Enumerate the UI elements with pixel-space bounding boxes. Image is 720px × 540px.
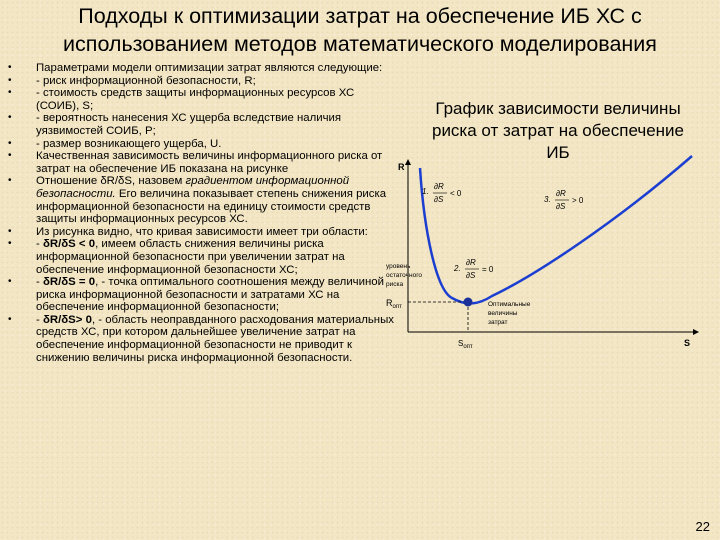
- bullet-item: • - δR/δS = 0, - точка оптимального соотношения между величиной риска информационной безопасности и затратами ХС на обеспечение информационной безопасности;: [8, 276, 400, 314]
- optimal-costs-label: Оптимальные величины затрат: [488, 301, 531, 326]
- svg-text:1.: 1.: [422, 187, 429, 196]
- slide-title-line-1: Подходы к оптимизации затрат на обеспечение ИБ ХС с: [78, 4, 642, 28]
- s-opt-label: $S_{опт}$: [458, 339, 473, 350]
- svg-text:∂R: ∂R: [434, 182, 444, 191]
- bullet-item: • - δR/δS < 0, имеем область снижения величины риска информационной безопасности при увеличении затрат на обеспечение информационной безопасности ХС;: [8, 238, 400, 276]
- svg-text:∂S: ∂S: [556, 202, 566, 211]
- graph-title: График зависимости величины риска от затрат на обеспечение ИБ: [431, 99, 684, 162]
- emphasis-term: градиентом информационной безопасности.: [36, 175, 350, 200]
- bullet-item: • - δR/δS> 0, - область неоправданного расходования материальных средств ХС, при котором дальнейшее увеличение затрат на обеспечение информационной безопасности не приводит к снижению величины риска информационной безопасности.: [8, 314, 400, 364]
- svg-text:∂R: ∂R: [556, 189, 566, 198]
- svg-text:2.: 2.: [454, 264, 461, 273]
- page-number: 22: [695, 519, 710, 534]
- residual-risk-label: уровень остаточного риска: [386, 263, 423, 288]
- bullet-item: • - вероятность нанесения ХС ущерба вследствие наличия уязвимостей СОИБ, P;: [8, 112, 400, 137]
- bullet-list: [8, 62, 400, 364]
- bullet-item: • Параметрами модели оптимизации затрат являются следующие:: [8, 62, 400, 75]
- bullet-item: • - риск информационной безопасности, R;: [8, 75, 400, 88]
- svg-text:< 0: < 0: [450, 189, 462, 198]
- svg-text:∂S: ∂S: [434, 195, 444, 204]
- region-1-formula: [422, 182, 462, 204]
- risk-curve: [420, 156, 692, 303]
- slide-title-line-2: использованием методов математического моделирования: [63, 32, 657, 56]
- r-opt-label: $R_{опт}$: [386, 298, 402, 310]
- svg-text:∂S: ∂S: [466, 271, 476, 280]
- bullet-item: • - размер возникающего ущерба, U.: [8, 138, 400, 151]
- y-axis-label: R: [398, 162, 405, 172]
- svg-text:3.: 3.: [544, 195, 551, 204]
- svg-text:= 0: = 0: [482, 265, 494, 274]
- gradient-condition: δR/δS> 0: [42, 313, 92, 326]
- bullet-item: • Из рисунка видно, что кривая зависимости имеет три области:: [8, 226, 400, 239]
- bullet-item: • - стоимость средств защиты информационных ресурсов ХС (СОИБ), S;: [8, 87, 400, 112]
- svg-text:∂R: ∂R: [466, 258, 476, 267]
- region-2-formula: [453, 258, 494, 280]
- bullet-item: • Отношение δR/δS, назовем градиентом информационной безопасности. Его величина показывает степень снижения риска информационной безопасности на единицу стоимости средств защиты информационных ресурсов ХС.: [8, 175, 400, 225]
- gradient-condition: δR/δS = 0: [42, 276, 96, 289]
- x-axis-label: S: [684, 338, 691, 348]
- gradient-condition: δR/δS < 0: [42, 238, 96, 251]
- bullet-item: • Качественная зависимость величины информационного риска от затрат на обеспечение ИБ показана на рисунке: [8, 150, 400, 175]
- region-3-formula: [544, 189, 584, 211]
- risk-cost-chart: [386, 150, 706, 360]
- optimum-point: [464, 298, 473, 307]
- svg-text:> 0: > 0: [572, 196, 584, 205]
- slide-title: [0, 2, 720, 58]
